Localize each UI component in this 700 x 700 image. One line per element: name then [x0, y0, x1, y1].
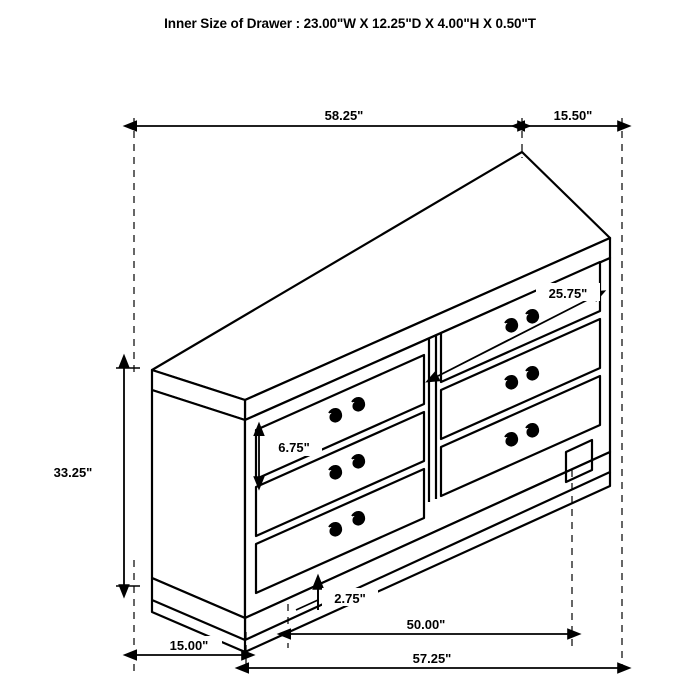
page-title: Inner Size of Drawer : 23.00"W X 12.25"D X 4.00"H X 0.50"T — [164, 16, 536, 31]
dim-label-base-left-depth: 15.00" — [169, 638, 209, 653]
dresser-illustration — [152, 152, 610, 652]
dim-top-width — [137, 105, 519, 126]
dim-top-depth-side — [525, 105, 619, 126]
dim-label-top-width: 58.25" — [324, 108, 364, 123]
dim-total-height — [36, 368, 140, 586]
dim-label-case-width: 57.25" — [412, 651, 452, 666]
dim-label-drawer-front-height: 6.75" — [278, 440, 310, 455]
dim-case-width — [249, 648, 619, 668]
dim-label-base-height: 2.75" — [334, 591, 366, 606]
dim-label-drawer-diagonal: 25.75" — [548, 286, 588, 301]
dim-label-drawer-bank-width: 50.00" — [406, 617, 446, 632]
dim-base-left-depth — [137, 636, 243, 655]
dim-label-total-height: 33.25" — [53, 465, 93, 480]
dim-label-top-depth-side: 15.50" — [553, 108, 593, 123]
dim-drawer-bank-width — [291, 614, 569, 634]
